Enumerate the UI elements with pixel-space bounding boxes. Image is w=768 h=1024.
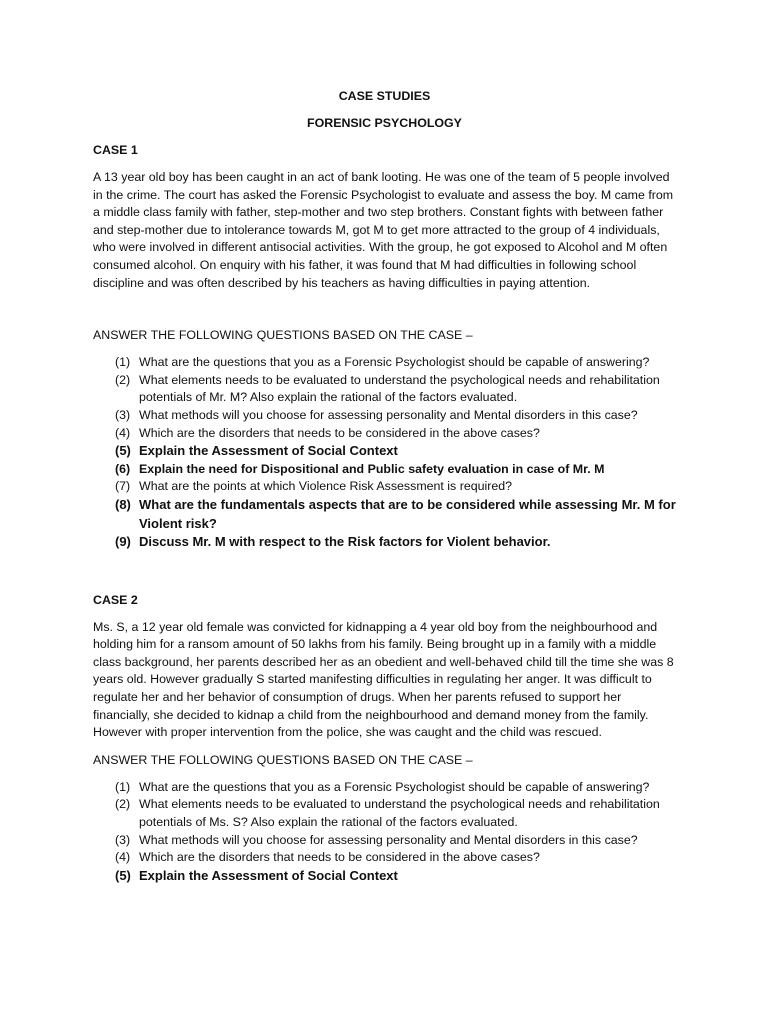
case-1-question-8: [115, 496, 676, 533]
question-number: (7): [115, 479, 131, 494]
document-title: CASE STUDIES: [338, 89, 431, 103]
case-2-section: [93, 592, 676, 886]
case-2-instruction: ANSWER THE FOLLOWING QUESTIONS BASED ON THE CASE –: [93, 752, 473, 767]
case-1-question-2: [115, 372, 676, 407]
question-text: Discuss Mr. M with respect to the Risk factors for Violent behavior.: [139, 534, 551, 550]
document-subtitle: FORENSIC PSYCHOLOGY: [307, 116, 462, 130]
case-1-instruction: ANSWER THE FOLLOWING QUESTIONS BASED ON THE CASE –: [93, 328, 473, 343]
question-number: (6): [115, 461, 131, 476]
question-text: What are the questions that you as a Forensic Psychologist should be capable of answering?: [139, 355, 650, 370]
question-number: (1): [115, 779, 131, 794]
question-text: Explain the Assessment of Social Context: [139, 867, 398, 883]
case-1-question-3: [115, 407, 676, 425]
question-number: (8): [115, 496, 131, 512]
question-text: What elements needs to be evaluated to understand the psychological needs and rehabilitation potentials of Ms. S? Also explain the rational of the factors evaluated.: [139, 797, 660, 830]
question-text: What elements needs to be evaluated to understand the psychological needs and rehabilitation potentials of Mr. M? Also explain the rational of the factors evaluated.: [139, 372, 660, 405]
question-number: (2): [115, 372, 131, 387]
question-number: (4): [115, 850, 131, 865]
question-number: (3): [115, 832, 131, 847]
question-text: Which are the disorders that needs to be considered in the above cases?: [139, 850, 540, 865]
case-2-question-1: [115, 779, 676, 797]
case-2-question-list: [93, 779, 676, 886]
case-2-question-2: [115, 796, 676, 831]
case-2-question-5: [115, 867, 676, 886]
question-number: (3): [115, 407, 131, 422]
case-1-heading: CASE 1: [93, 143, 138, 157]
question-text: Which are the disorders that needs to be considered in the above cases?: [139, 425, 540, 440]
question-text: What are the points at which Violence Risk Assessment is required?: [139, 479, 513, 494]
question-number: (2): [115, 797, 131, 812]
case-1-question-1: [115, 354, 676, 372]
case-2-paragraph: Ms. S, a 12 year old female was convicted for kidnapping a 4 year old boy from the neighbourhood and holding him for a ransom amount of 50 lakhs from his family. Being brought up in a family with a middle class background, her parents described her as an obedient and well-behaved child till the time she was 8 years old. However gradually S started manifesting difficulties in regulating her anger. It was difficult to regulate her and her behavior of consumption of drugs. When her parents refused to support her financially, she decided to kidnap a child from the neighbourhood and demand money from the family. However with proper intervention from the police, she was caught and the child was rescued.: [93, 619, 674, 740]
question-number: (9): [115, 534, 131, 550]
case-1-paragraph: A 13 year old boy has been caught in an act of bank looting. He was one of the team of 5 people involved in the crime. The court has asked the Forensic Psychologist to evaluate and assess the boy. M came from a middle class family with father, step-mother and two step brothers. Constant fights with between father and step-mother due to intolerance towards M, got M to get more attracted to the group of 4 individuals, who were involved in different antisocial activities. With the group, he got exposed to Alcohol and M often consumed alcohol. On enquiry with his father, it was found that M had difficulties in following school discipline and was often described by his teachers as having difficulties in paying attention.: [93, 170, 674, 290]
case-1-question-6: [115, 461, 676, 479]
question-number: (4): [115, 425, 131, 440]
question-text: What are the questions that you as a Forensic Psychologist should be capable of answering?: [139, 779, 650, 794]
question-number: (5): [115, 443, 131, 459]
case-2-heading: CASE 2: [93, 592, 138, 607]
case-1-question-5: [115, 442, 676, 461]
case-2-question-3: [115, 832, 676, 850]
case-2-question-4: [115, 849, 676, 867]
question-text: What are the fundamentals aspects that are to be considered while assessing Mr. M for Violent risk?: [139, 496, 676, 531]
question-text: Explain the need for Dispositional and Public safety evaluation in case of Mr. M: [139, 461, 605, 476]
case-1-question-7: [115, 478, 676, 496]
case-1-question-4: [115, 425, 676, 443]
question-text: What methods will you choose for assessing personality and Mental disorders in this case?: [139, 407, 638, 422]
question-number: (1): [115, 355, 131, 370]
question-text: Explain the Assessment of Social Context: [139, 443, 398, 459]
question-text: What methods will you choose for assessing personality and Mental disorders in this case?: [139, 832, 638, 847]
case-1-question-list: [93, 354, 676, 552]
case-1-question-9: [115, 533, 676, 552]
case-1-section: [93, 142, 676, 552]
question-number: (5): [115, 867, 131, 883]
